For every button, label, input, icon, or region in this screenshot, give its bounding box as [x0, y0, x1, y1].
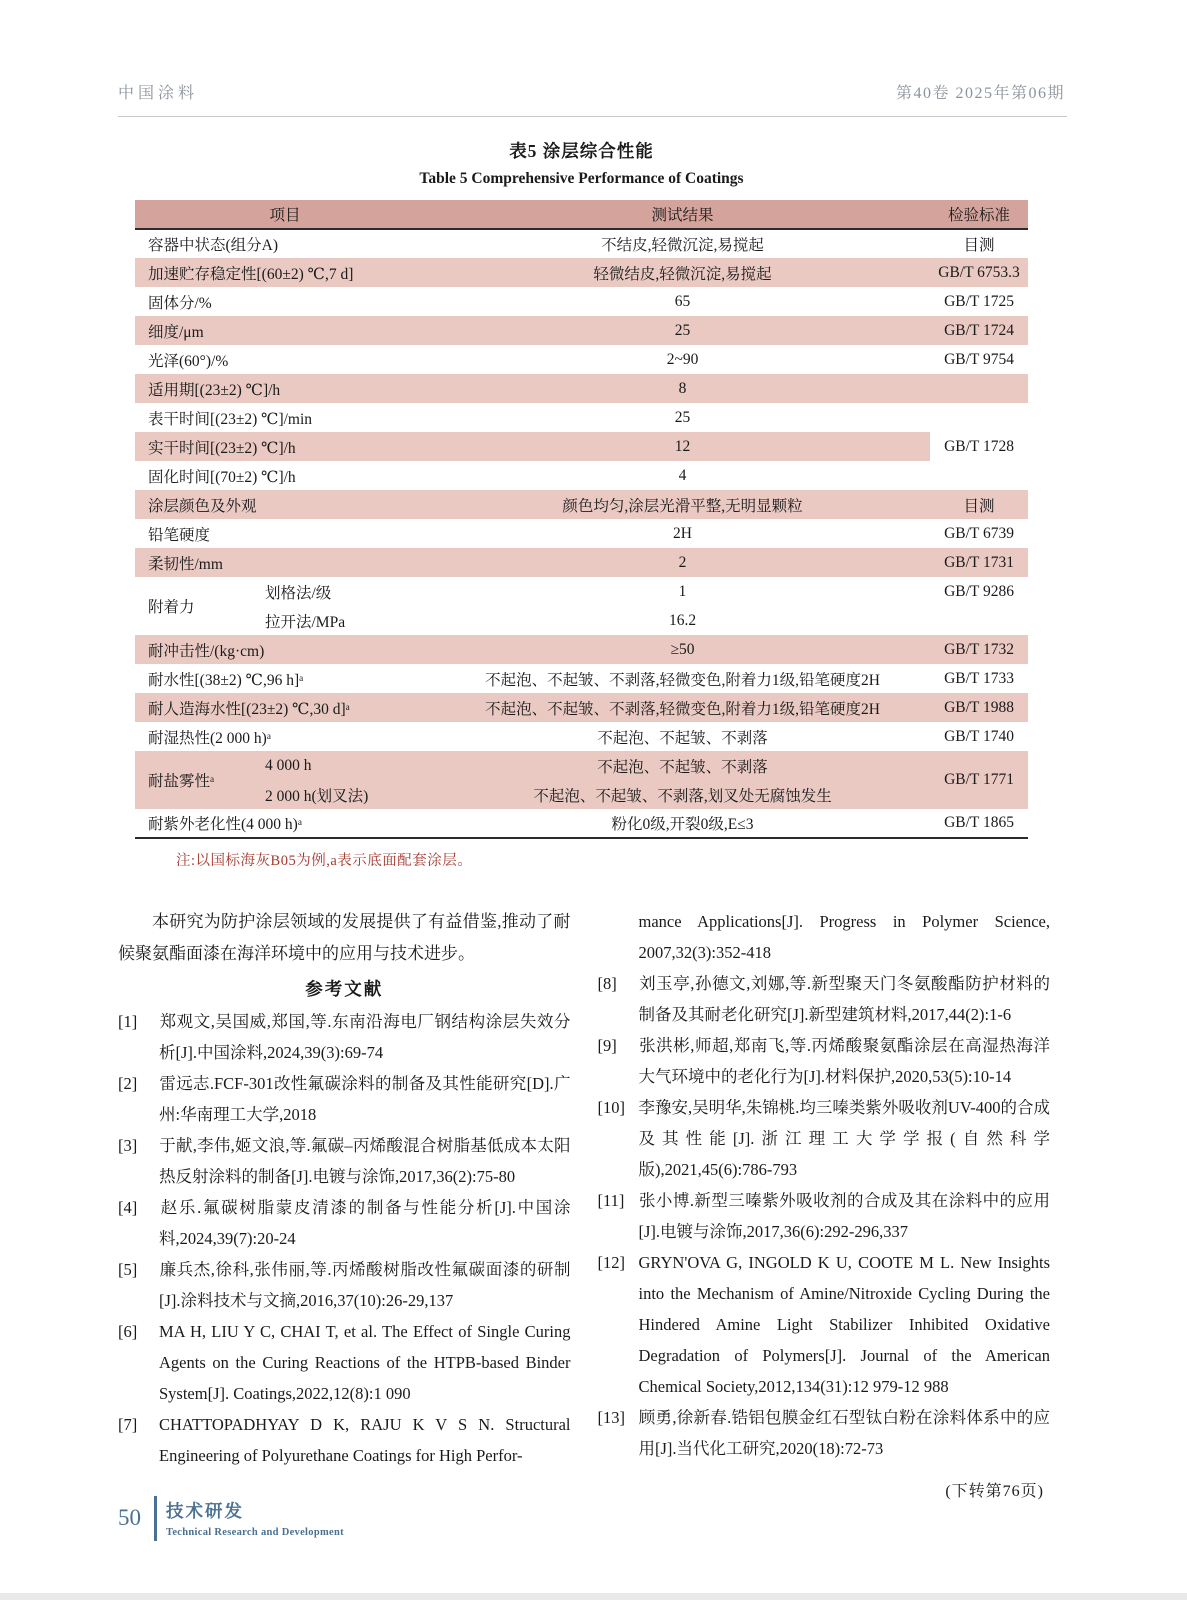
running-head [118, 0, 1067, 117]
header-cell-item: 项目 [269, 207, 301, 224]
table-row [135, 287, 1028, 316]
reference-text: 于献,李伟,姬文浪,等.氟碳–丙烯酸混合树脂基低成本太阳热反射涂料的制备[J].电镀与涂饰,2017,36(2):75-80 [159, 1136, 571, 1186]
standard-cell: GB/T 1733 [944, 669, 1014, 687]
table-row [135, 403, 1028, 432]
reference-number: [4] [118, 1198, 138, 1217]
result-cell: 轻微结皮,轻微沉淀,易搅起 [435, 258, 930, 287]
footer-divider-bar [154, 1496, 157, 1541]
closing-paragraph: 本研究为防护涂层领域的发展提供了有益借鉴,推动了耐候聚氨酯面漆在海洋环境中的应用与技术进步。 [118, 912, 571, 963]
item-group-cell: 耐盐雾性ᵃ [135, 751, 265, 809]
reference-text: mance Applications[J]. Progress in Polymer Science, 2007,32(3):352-418 [638, 912, 1050, 962]
table-row [135, 432, 1028, 461]
result-cell: 2~90 [666, 350, 699, 368]
reference-item [598, 968, 1051, 1030]
table-row [135, 780, 1028, 809]
table-row [135, 722, 1028, 751]
item-sub-cell: 划格法/级 [265, 584, 332, 602]
reference-number: [3] [118, 1136, 138, 1155]
table-row [135, 693, 1028, 722]
reference-text: 刘玉亭,孙德文,刘娜,等.新型聚天门冬氨酸酯防护材料的制备及其耐老化研究[J].新型建筑材料,2017,44(2):1-6 [638, 974, 1050, 1024]
text-columns [118, 906, 1050, 1501]
standard-cell: GB/T 1740 [944, 727, 1014, 745]
result-cell: 25 [435, 316, 930, 345]
reference-item [118, 1192, 571, 1254]
reference-item [598, 1092, 1051, 1185]
item-cell: 表干时间[(23±2) ℃]/min [148, 410, 313, 428]
reference-text: 雷远志.FCF-301改性氟碳涂料的制备及其性能研究[D].广州:华南理工大学,2018 [159, 1074, 571, 1124]
item-cell: 柔韧性/mm [135, 548, 435, 577]
standard-cell [930, 461, 1028, 490]
reference-number: [7] [118, 1415, 138, 1434]
standard-cell: GB/T 1725 [944, 292, 1014, 310]
item-cell: 容器中状态(组分A) [148, 237, 279, 254]
standard-cell [930, 374, 1028, 403]
standard-cell: GB/T 9286 [944, 582, 1014, 600]
table-row [135, 229, 1028, 258]
reference-number: [6] [118, 1322, 138, 1341]
reference-text: 李豫安,吴明华,朱锦桃.均三嗪类紫外吸收剂UV-400的合成及其性能[J].浙江理工大学学报(自然科学版),2021,45(6):786-793 [638, 1098, 1050, 1179]
item-cell: 固化时间[(70±2) ℃]/h [148, 468, 296, 486]
item-cell: 适用期[(23±2) ℃]/h [135, 374, 435, 403]
reference-number: [1] [118, 1012, 138, 1031]
standard-cell: GB/T 9754 [944, 350, 1014, 368]
standard-cell [930, 606, 1028, 635]
reference-text: GRYN'OVA G, INGOLD K U, COOTE M L. New Insights into the Mechanism of Amine/Nitroxide Cycling During the Hindered Amine Light Stabilizer Inhibited Oxidative Degradation of Polymers[J]. Journal of the American Chemical Society,2012,134(31):12 979-12 988 [638, 1253, 1050, 1396]
standard-cell: GB/T 6739 [944, 524, 1014, 542]
table-row [135, 258, 1028, 287]
result-cell: 不起泡、不起皱、不剥落 [435, 751, 930, 780]
result-cell: 颜色均匀,涂层光滑平整,无明显颗粒 [435, 490, 930, 519]
result-cell: ≥50 [435, 635, 930, 664]
result-cell: 不结皮,轻微沉淀,易搅起 [601, 237, 764, 254]
reference-item [598, 1247, 1051, 1402]
item-cell: 细度/μm [135, 316, 435, 345]
standard-cell: GB/T 1732 [930, 635, 1028, 664]
references-heading: 参考文献 [305, 979, 384, 999]
table-row [135, 751, 1028, 780]
item-cell: 铅笔硬度 [148, 526, 211, 544]
reference-item [118, 1254, 571, 1316]
references-list-right [598, 906, 1051, 1464]
reference-number: [10] [597, 1098, 625, 1117]
continuation-note: (下转第76页) [945, 1483, 1044, 1500]
reference-item [598, 1402, 1051, 1464]
result-cell: 2H [673, 524, 692, 542]
right-column [598, 906, 1051, 1501]
standard-cell: 目测 [930, 490, 1028, 519]
reference-number: [13] [597, 1408, 625, 1427]
table-row [135, 577, 1028, 606]
standard-cell: GB/T 1731 [930, 548, 1028, 577]
reference-text: 顾勇,徐新春.锆铝包膜金红石型钛白粉在涂料体系中的应用[J].当代化工研究,2020(18):72-73 [638, 1408, 1050, 1458]
reference-item [118, 1068, 571, 1130]
issue-info: 第40卷 2025年第06期 [895, 85, 1065, 102]
result-cell: 8 [435, 374, 930, 403]
table-row [135, 519, 1028, 548]
result-cell: 不起泡、不起皱、不剥落,划叉处无腐蚀发生 [435, 780, 930, 809]
result-cell: 1 [678, 582, 687, 600]
standard-cell: GB/T 1771 [930, 751, 1028, 809]
header-cell-result: 测试结果 [651, 207, 714, 224]
reference-number: [12] [597, 1253, 625, 1272]
table-row [135, 461, 1028, 490]
standard-cell [930, 403, 1028, 432]
reference-text: 廉兵杰,徐科,张伟丽,等.丙烯酸树脂改性氟碳面漆的研制[J].涂料技术与文摘,2016,37(10):26-29,137 [159, 1260, 571, 1310]
result-cell: 2 [435, 548, 930, 577]
reference-item [118, 1409, 571, 1471]
left-column [118, 906, 571, 1501]
result-cell: 16.2 [668, 611, 697, 629]
header-cell-standard: 检验标准 [948, 207, 1011, 224]
reference-text: 郑观文,吴国威,郑国,等.东南沿海电厂钢结构涂层失效分析[J].中国涂料,2024,39(3):69-74 [159, 1012, 571, 1062]
section-title-en: Technical Research and Development [166, 1527, 344, 1538]
reference-item [598, 1185, 1051, 1247]
table-row [135, 606, 1028, 635]
item-cell: 光泽(60°)/% [148, 352, 229, 370]
result-cell: 不起泡、不起皱、不剥落,轻微变色,附着力1级,铅笔硬度2H [485, 671, 880, 689]
item-group-cell: 附着力 [148, 599, 195, 616]
reference-text: 张小博.新型三嗪紫外吸收剂的合成及其在涂料中的应用[J].电镀与涂饰,2017,36(6):292-296,337 [638, 1191, 1050, 1241]
item-cell: 涂层颜色及外观 [135, 490, 435, 519]
reference-number: [9] [597, 1036, 617, 1055]
item-cell: 耐湿热性(2 000 h)ᵃ [148, 729, 272, 747]
reference-item [598, 1030, 1051, 1092]
performance-table [135, 200, 1028, 839]
reference-text: 赵乐.氟碳树脂蒙皮清漆的制备与性能分析[J].中国涂料,2024,39(7):20-24 [159, 1198, 571, 1248]
standard-cell: GB/T 1724 [930, 316, 1028, 345]
result-cell: 不起泡、不起皱、不剥落 [597, 729, 768, 747]
standard-cell: GB/T 1865 [944, 814, 1014, 831]
table-row [135, 664, 1028, 693]
reference-text: MA H, LIU Y C, CHAI T, et al. The Effect of Single Curing Agents on the Curing Reactions of the HTPB-based Binder System[J]. Coatings,2022,12(8):1 090 [159, 1322, 571, 1403]
page-number: 50 [118, 1505, 141, 1530]
item-sub-cell: 4 000 h [265, 751, 435, 780]
reference-item [118, 1130, 571, 1192]
table-title-cn: 表5 涂层综合性能 [509, 141, 654, 161]
reference-text: 张洪彬,师超,郑南飞,等.丙烯酸聚氨酯涂层在高湿热海洋大气环境中的老化行为[J].材料保护,2020,53(5):10-14 [638, 1036, 1050, 1086]
item-cell: 固体分/% [148, 294, 212, 312]
page-footer [118, 1496, 344, 1541]
item-sub-cell: 拉开法/MPa [265, 613, 346, 631]
table-row [135, 635, 1028, 664]
result-cell: 12 [435, 432, 930, 461]
reference-number: [2] [118, 1074, 138, 1093]
table-row [135, 809, 1028, 838]
section-title-cn: 技术研发 [166, 1501, 244, 1521]
table-block [135, 138, 1028, 870]
result-cell: 不起泡、不起皱、不剥落,轻微变色,附着力1级,铅笔硬度2H [435, 693, 930, 722]
item-cell: 耐紫外老化性(4 000 h)ᵃ [148, 816, 303, 833]
result-cell: 25 [674, 408, 691, 426]
page-bottom-edge [0, 1593, 1187, 1600]
item-cell: 耐水性[(38±2) ℃,96 h]ᵃ [148, 671, 304, 689]
result-cell: 粉化0级,开裂0级,E≤3 [611, 816, 754, 833]
table-note: 注:以国标海灰B05为例,a表示底面配套涂层。 [176, 853, 473, 869]
reference-number: [11] [597, 1191, 625, 1210]
reference-item [118, 1006, 571, 1068]
table-row [135, 374, 1028, 403]
standard-cell: GB/T 6753.3 [930, 258, 1028, 287]
item-cell: 实干时间[(23±2) ℃]/h [135, 432, 435, 461]
result-cell: 65 [674, 292, 691, 310]
journal-title: 中国涂料 [118, 85, 199, 102]
item-sub-cell: 2 000 h(划叉法) [265, 780, 435, 809]
table-title-en: Table 5 Comprehensive Performance of Coatings [419, 170, 744, 187]
reference-text: CHATTOPADHYAY D K, RAJU K V S N. Structural Engineering of Polyurethane Coatings for High Perfor- [159, 1415, 571, 1465]
standard-cell: 目测 [963, 237, 995, 254]
reference-item [598, 906, 1051, 968]
item-cell: 耐人造海水性[(23±2) ℃,30 d]ᵃ [135, 693, 435, 722]
standard-cell: GB/T 1988 [930, 693, 1028, 722]
table-row [135, 316, 1028, 345]
table-header-row [135, 200, 1028, 229]
reference-item [118, 1316, 571, 1409]
result-cell: 4 [678, 466, 687, 484]
references-list-left [118, 1006, 571, 1471]
standard-cell: GB/T 1728 [930, 432, 1028, 461]
item-cell: 加速贮存稳定性[(60±2) ℃,7 d] [135, 258, 435, 287]
table-row [135, 490, 1028, 519]
reference-number: [5] [118, 1260, 138, 1279]
table-row [135, 345, 1028, 374]
item-cell: 耐冲击性/(kg·cm) [135, 635, 435, 664]
reference-number: [8] [597, 974, 617, 993]
table-row [135, 548, 1028, 577]
